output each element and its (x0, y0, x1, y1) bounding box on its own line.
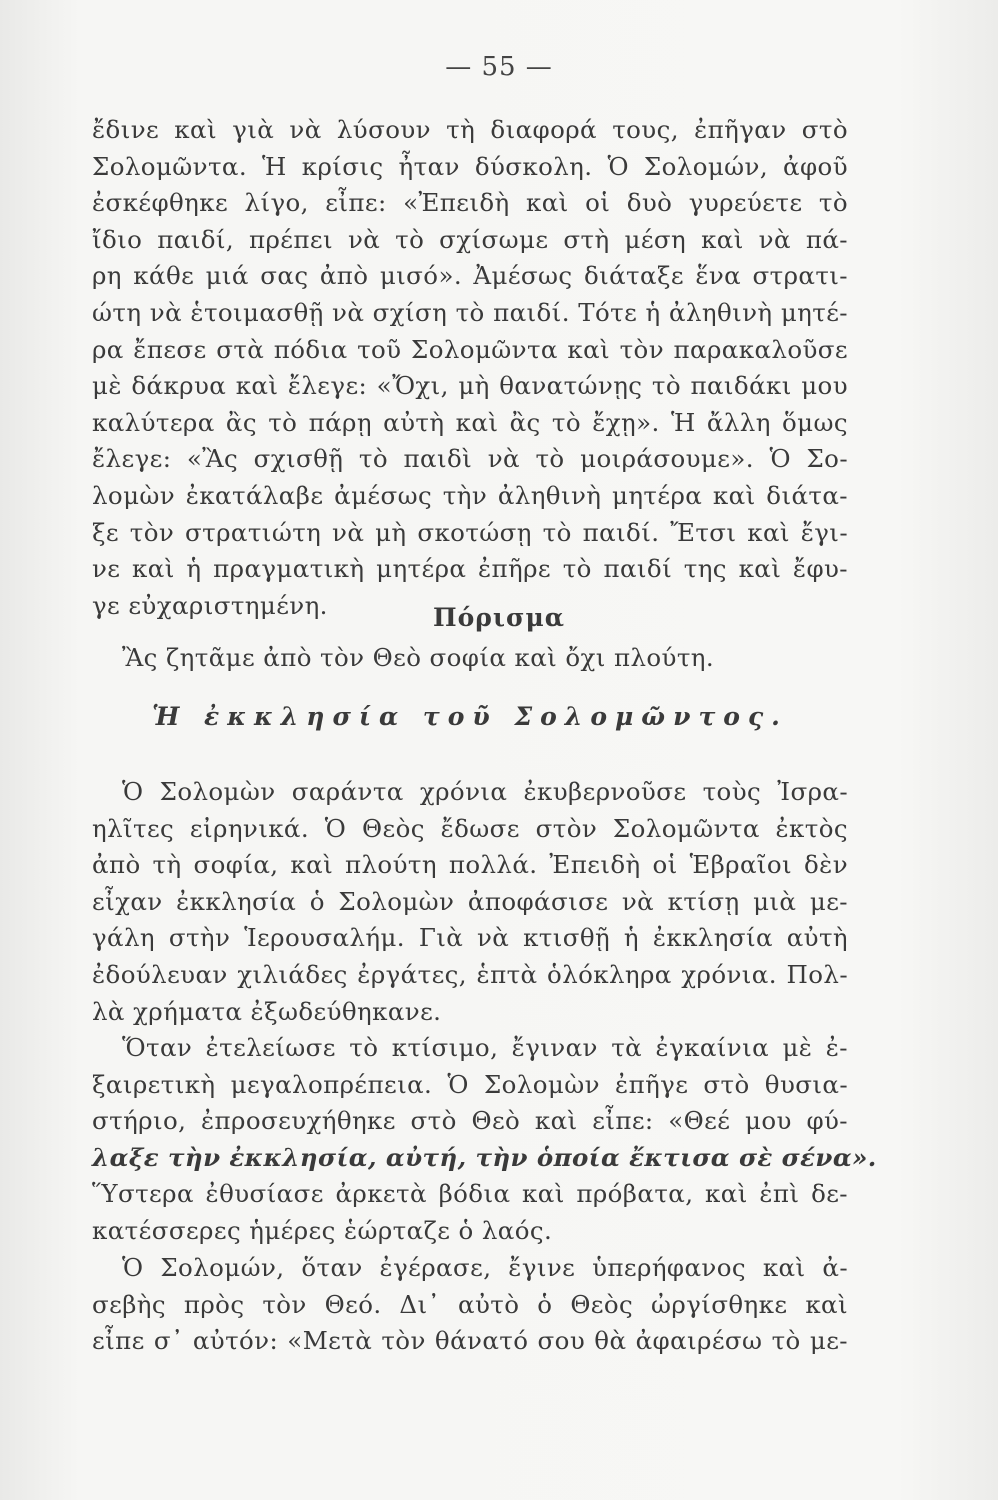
text-line: Ὅταν ἐτελείωσε τὸ κτίσιμο, ἔγιναν τὰ ἐγκαίνια μὲ ἐ- (122, 1033, 848, 1062)
text-line: ἐσκέφθηκε λίγο, εἶπε: «Ἐπειδὴ καὶ οἱ δυὸ γυρεύετε τὸ (92, 188, 848, 218)
text-line: σεβὴς πρὸς τὸν Θεό. Δι᾿ αὐτὸ ὁ Θεὸς ὠργίσθηκε καὶ (92, 1289, 848, 1319)
text-line: στήριο, ἐπροσευχήθηκε στὸ Θεὸ καὶ εἶπε: «Θεέ μου φύ- (92, 1106, 848, 1136)
text-line: ἐδούλευαν χιλιάδες ἐργάτες, ἑπτὰ ὁλόκληρα χρόνια. Πολ- (92, 959, 848, 989)
text-line: ώτη νὰ ἑτοιμασθῇ νὰ σχίση τὸ παιδί. Τότε ἡ ἀληθινὴ μητέ- (92, 297, 848, 327)
text-line: εἶπε σ᾿ αὐτόν: «Μετὰ τὸν θάνατό σου θὰ ἀφαιρέσω τὸ με- (92, 1326, 848, 1356)
text-line: ἴδιο παιδί, πρέπει νὰ τὸ σχίσωμε στὴ μέση καὶ νὰ πά- (92, 224, 848, 254)
paragraph-old-age (92, 1250, 848, 1360)
text-line: νε καὶ ἡ πραγματικὴ μητέρα ἐπῆρε τὸ παιδί της καὶ ἔφυ- (92, 554, 848, 584)
corollary-block (92, 640, 848, 677)
text-line: καλύτερα ἂς τὸ πάρῃ αὐτὴ καὶ ἂς τὸ ἔχῃ». Ἡ ἄλλη ὅμως (92, 407, 848, 437)
text-line: ἀπὸ τὴ σοφία, καὶ πλούτη πολλά. Ἐπειδὴ οἱ Ἑβραῖοι δὲν (92, 850, 848, 880)
paragraph-solomon-judgment (92, 112, 848, 624)
text-line: εἶχαν ἐκκλησία ὁ Σολομὼν ἀποφάσισε νὰ κτίσῃ μιὰ με- (92, 886, 848, 916)
text-line: ηλῖτες εἰρηνικά. Ὁ Θεὸς ἔδωσε στὸν Σολομῶντα ἐκτὸς (92, 813, 848, 843)
text-line: κατέσσερες ἡμέρες ἑώρταζε ὁ λαός. (92, 1215, 553, 1245)
text-line: Ὁ Σολομὼν σαράντα χρόνια ἐκυβερνοῦσε τοὺς Ἰσρα- (122, 777, 848, 806)
section-heading: Ἡ ἐκκλησία τοῦ Σολομῶντος. (152, 702, 788, 731)
text-line: γε εὐχαριστημένη. (92, 590, 328, 620)
page-number: — 55 — (445, 52, 553, 82)
text-line: ἔδινε καὶ γιὰ νὰ λύσουν τὴ διαφορά τους, ἐπῆγαν στὸ (92, 115, 848, 144)
text-line: μὲ δάκρυα καὶ ἔλεγε: «Ὄχι, μὴ θανατώνῃς τὸ παιδάκι μου (92, 371, 848, 401)
text-line: ἔλεγε: «Ἂς σχισθῇ τὸ παιδὶ νὰ τὸ μοιράσουμε». Ὁ Σο- (92, 444, 848, 474)
text-line: λὰ χρήματα ἐξωδεύθηκανε. (92, 996, 442, 1026)
corollary-heading: Πόρισμα (433, 603, 565, 632)
text-line: λομὼν ἐκατάλαβε ἀμέσως τὴν ἀληθινὴ μητέρα καὶ διάτα- (92, 480, 848, 510)
paragraph-forty-years (92, 774, 848, 1030)
text-line: ρη κάθε μιά σας ἀπὸ μισό». Ἀμέσως διάταξε ἕνα στρατι- (92, 261, 848, 291)
text-line: ξαιρετικὴ μεγαλοπρέπεια. Ὁ Σολομὼν ἐπῆγε στὸ θυσια- (92, 1069, 848, 1099)
text-line: ρα ἔπεσε στὰ πόδια τοῦ Σολομῶντα καὶ τὸν παρακαλοῦσε (92, 334, 848, 364)
paragraph-consecration (92, 1030, 877, 1250)
text-line: ξε τὸν στρατιώτη νὰ μὴ σκοτώσῃ τὸ παιδί. Ἔτσι καὶ ἔγι- (92, 517, 848, 547)
text-line: Σολομῶντα. Ἡ κρίσις ἦταν δύσκολη. Ὁ Σολομών, ἀφοῦ (92, 151, 848, 181)
text-line: Ὕστερα ἐθυσίασε ἀρκετὰ βόδια καὶ πρόβατα, καὶ ἐπὶ δε- (92, 1179, 848, 1209)
text-line: Ὁ Σολομών, ὅταν ἐγέρασε, ἔγινε ὑπερήφανος καὶ ἀ- (122, 1253, 848, 1282)
corollary-text: Ἂς ζητᾶμε ἀπὸ τὸν Θεὸ σοφία καὶ ὄχι πλούτη. (122, 643, 715, 672)
text-line: γάλη στὴν Ἱερουσαλήμ. Γιὰ νὰ κτισθῇ ἡ ἐκκλησία αὐτὴ (92, 923, 848, 953)
text-line: λαξε τὴν ἐκκλησία, αὐτή, τὴν ὁποία ἔκτισα σὲ σένα». (92, 1142, 877, 1172)
